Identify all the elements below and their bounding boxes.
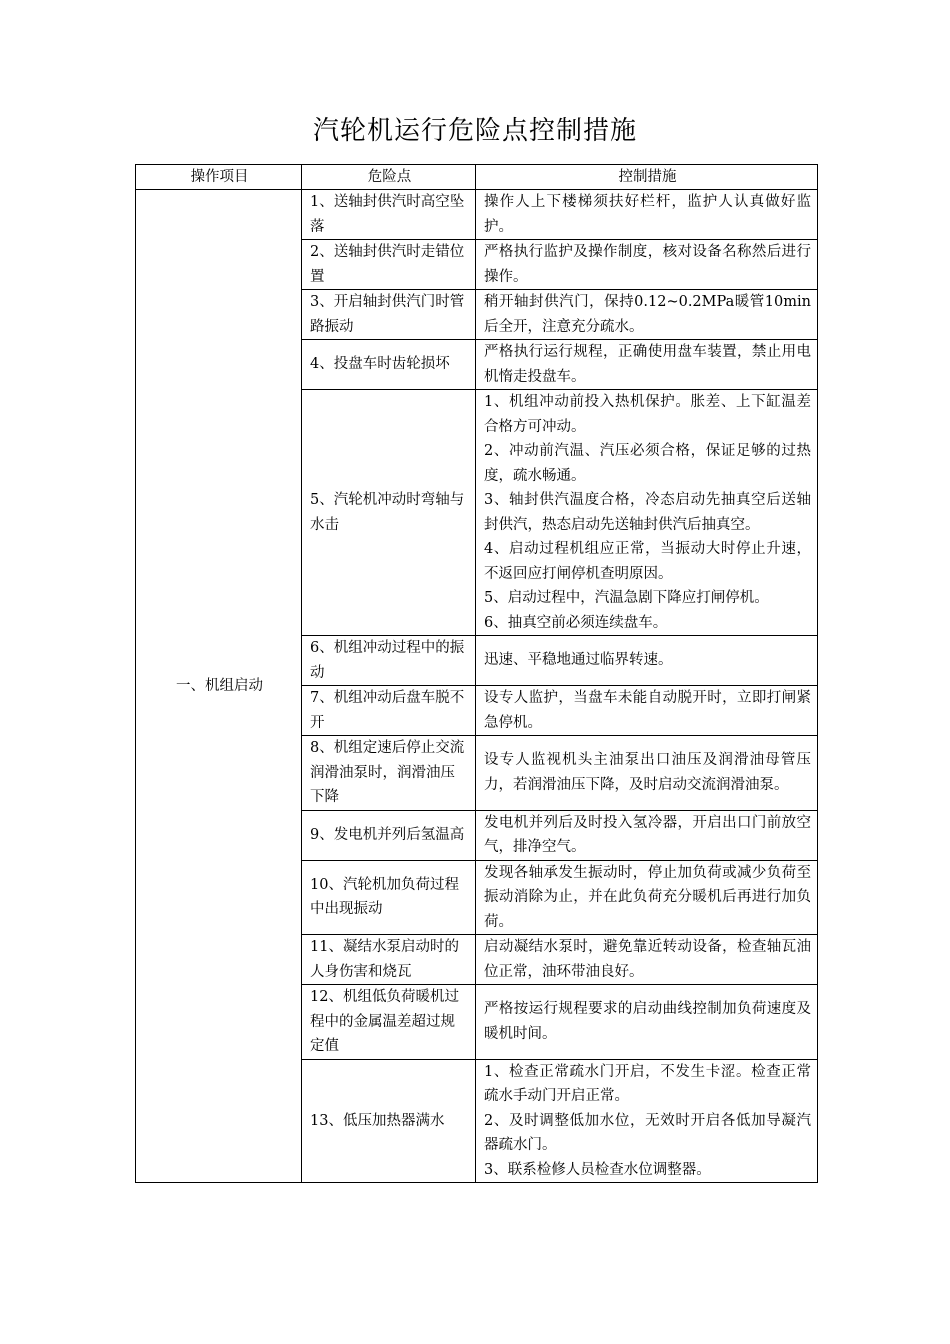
measure-cell xyxy=(476,736,818,811)
hazard-cell: 4、投盘车时齿轮损坏 xyxy=(302,340,476,390)
header-control-measures: 控制措施 xyxy=(476,165,818,190)
measure-line: 严格执行运行规程，正确使用盘车装置，禁止用电机惰走投盘车。 xyxy=(484,344,811,385)
measure-line: 迅速、平稳地通过临界转速。 xyxy=(484,652,673,669)
measure-line: 发电机并列后及时投入氢冷器，开启出口门前放空气，排净空气。 xyxy=(484,814,811,855)
measure-cell xyxy=(476,860,818,935)
header-hazard-point: 危险点 xyxy=(302,165,476,190)
hazard-cell: 5、汽轮机冲动时弯轴与水击 xyxy=(302,390,476,636)
measure-line: 启动凝结水泵时，避免靠近转动设备，检查轴瓦油位正常，油环带油良好。 xyxy=(484,939,811,980)
hazard-cell: 8、机组定速后停止交流润滑油泵时，润滑油压下降 xyxy=(302,736,476,811)
measure-line: 操作人上下楼梯须扶好栏杆，监护人认真做好监护。 xyxy=(484,194,811,235)
measure-cell xyxy=(476,1059,818,1183)
measure-line: 2、冲动前汽温、汽压必须合格，保证足够的过热度，疏水畅通。 xyxy=(484,443,811,484)
page-title: 汽轮机运行危险点控制措施 xyxy=(312,116,637,146)
measure-line: 2、及时调整低加水位，无效时开启各低加导凝汽器疏水门。 xyxy=(484,1112,811,1153)
measure-line: 设专人监视机头主油泵出口油压及润滑油母管压力，若润滑油压下降，及时启动交流润滑油泵。 xyxy=(484,752,811,793)
table-body xyxy=(136,190,818,1183)
table-row xyxy=(136,190,818,240)
header-operation-item: 操作项目 xyxy=(136,165,302,190)
hazard-cell: 13、低压加热器满水 xyxy=(302,1059,476,1183)
measure-cell xyxy=(476,340,818,390)
table-header-row xyxy=(136,165,818,190)
measure-cell xyxy=(476,240,818,290)
measure-line: 严格执行监护及操作制度，核对设备名称然后进行操作。 xyxy=(484,244,811,285)
measure-line: 6、抽真空前必须连续盘车。 xyxy=(484,614,668,631)
hazard-cell: 9、发电机并列后氢温高 xyxy=(302,810,476,860)
hazard-cell: 2、送轴封供汽时走错位置 xyxy=(302,240,476,290)
measure-cell xyxy=(476,636,818,686)
hazard-cell: 10、汽轮机加负荷过程中出现振动 xyxy=(302,860,476,935)
measure-line: 严格按运行规程要求的启动曲线控制加负荷速度及暖机时间。 xyxy=(484,1001,811,1042)
hazard-cell: 7、机组冲动后盘车脱不开 xyxy=(302,686,476,736)
measure-line: 3、轴封供汽温度合格，冷态启动先抽真空后送轴封供汽，热态启动先送轴封供汽后抽真空。 xyxy=(484,492,811,533)
hazard-cell: 12、机组低负荷暖机过程中的金属温差超过规定值 xyxy=(302,985,476,1060)
measure-line: 设专人监护，当盘车未能自动脱开时，立即打闸紧急停机。 xyxy=(484,690,811,731)
measure-cell xyxy=(476,810,818,860)
risk-control-table xyxy=(135,164,818,1183)
measure-line: 稍开轴封供汽门，保持0.12~0.2MPa暖管10min后全开，注意充分疏水。 xyxy=(484,294,811,335)
operation-group-cell: 一、机组启动 xyxy=(136,190,302,1183)
measure-cell xyxy=(476,390,818,636)
measure-cell xyxy=(476,935,818,985)
measure-cell xyxy=(476,686,818,736)
measure-line: 1、检查正常疏水门开启，不发生卡涩。检查正常疏水手动门开启正常。 xyxy=(484,1063,811,1104)
hazard-cell: 1、送轴封供汽时高空坠落 xyxy=(302,190,476,240)
measure-line: 3、联系检修人员检查水位调整器。 xyxy=(484,1161,711,1178)
hazard-cell: 11、凝结水泵启动时的人身伤害和烧瓦 xyxy=(302,935,476,985)
measure-line: 发现各轴承发生振动时，停止加负荷或减少负荷至振动消除为止，并在此负荷充分暖机后再进行加负荷。 xyxy=(484,864,811,930)
measure-cell xyxy=(476,190,818,240)
measure-cell xyxy=(476,985,818,1060)
measure-line: 1、机组冲动前投入热机保护。胀差、上下缸温差合格方可冲动。 xyxy=(484,394,811,435)
hazard-cell: 6、机组冲动过程中的振动 xyxy=(302,636,476,686)
measure-line: 4、启动过程机组应正常，当振动大时停止升速，不返回应打闸停机查明原因。 xyxy=(484,541,811,582)
measure-line: 5、启动过程中，汽温急剧下降应打闸停机。 xyxy=(484,590,769,606)
measure-cell xyxy=(476,290,818,340)
hazard-cell: 3、开启轴封供汽门时管路振动 xyxy=(302,290,476,340)
